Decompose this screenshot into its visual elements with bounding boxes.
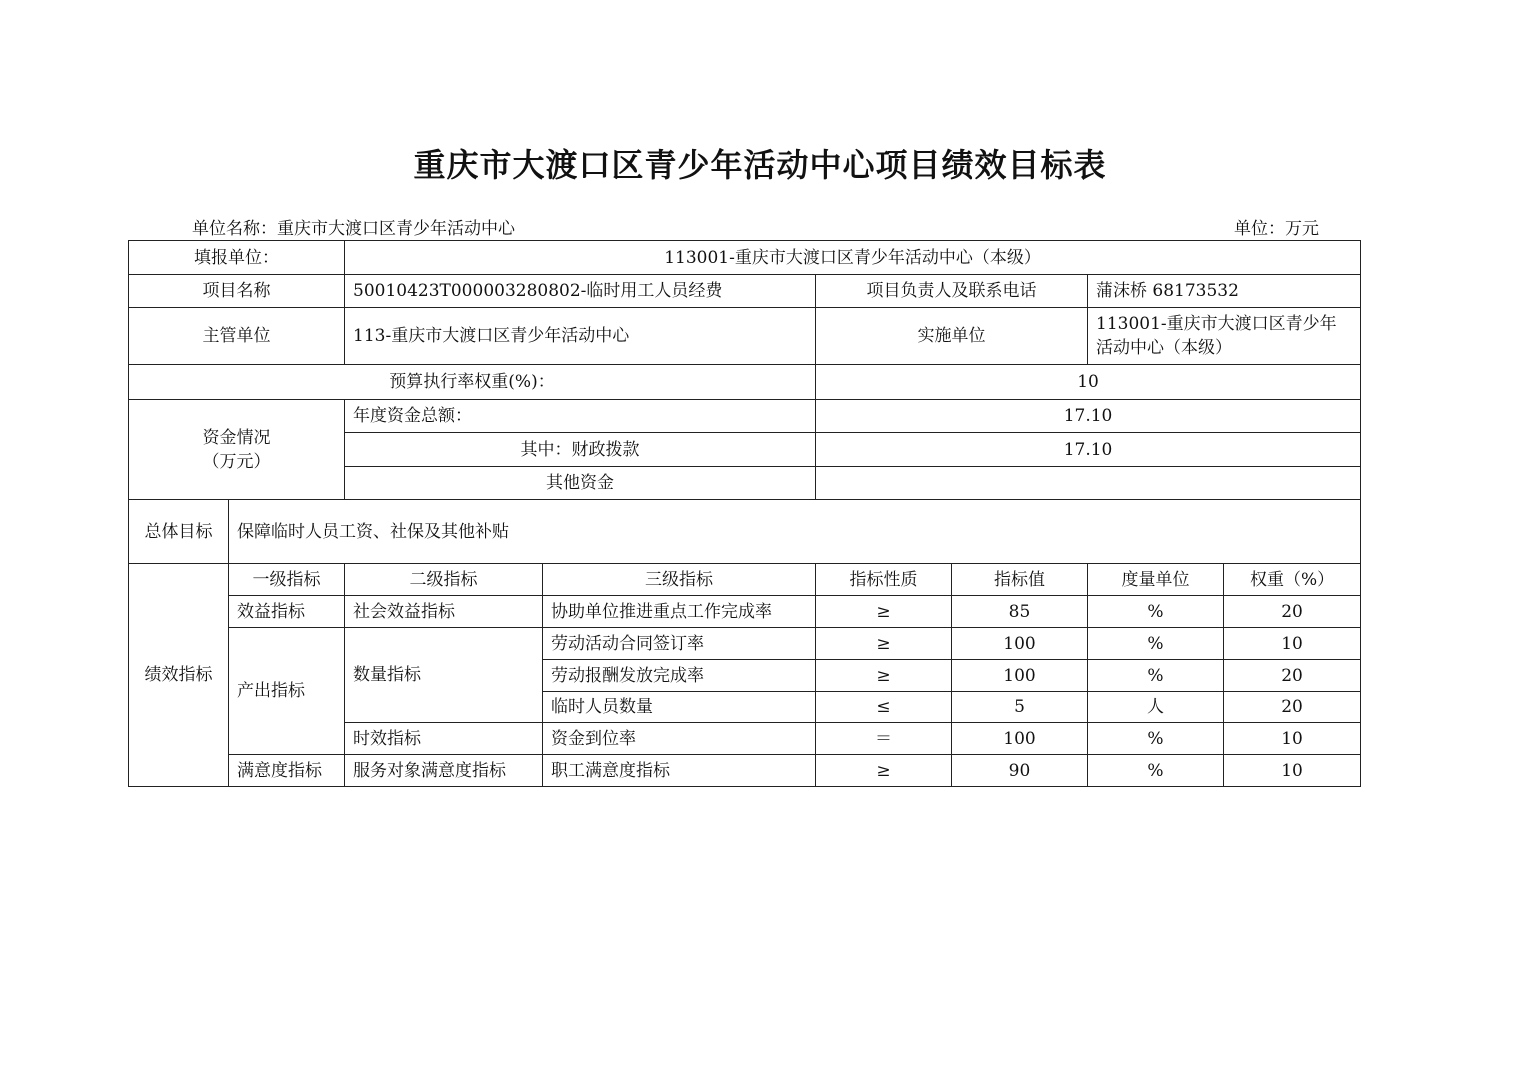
weight-cell: 10 xyxy=(1224,723,1361,755)
funds-other-label: 其他资金 xyxy=(345,467,816,500)
level2-cell: 数量指标 xyxy=(345,628,543,723)
column-header: 三级指标 xyxy=(543,564,816,596)
value-cell: 5 xyxy=(952,692,1088,723)
contact-value: 蒲沫桥 68173532 xyxy=(1088,275,1361,308)
table-row xyxy=(129,275,1361,308)
column-header: 权重（%） xyxy=(1224,564,1361,596)
funds-fiscal-value: 17.10 xyxy=(816,433,1361,467)
contact-label: 项目负责人及联系电话 xyxy=(816,275,1088,308)
nature-cell: ≥ xyxy=(816,596,952,628)
weight-cell: 20 xyxy=(1224,596,1361,628)
level3-cell: 劳动报酬发放完成率 xyxy=(543,660,816,692)
level1-cell: 产出指标 xyxy=(229,628,345,755)
funds-label-line1: 资金情况 xyxy=(202,427,271,448)
currency-unit: 单位：万元 xyxy=(1234,219,1319,239)
unit-name-label: 单位名称： xyxy=(192,219,277,239)
nature-cell: ≤ xyxy=(816,692,952,723)
level2-cell: 时效指标 xyxy=(345,723,543,755)
performance-table xyxy=(128,240,1361,787)
column-header: 度量单位 xyxy=(1088,564,1224,596)
unit-cell: % xyxy=(1088,755,1224,787)
overall-goal-value: 保障临时人员工资、社保及其他补贴 xyxy=(229,500,1361,564)
project-name-value: 50010423T000003280802-临时用工人员经费 xyxy=(345,275,816,308)
unit-name-value: 重庆市大渡口区青少年活动中心 xyxy=(277,219,515,239)
indicator-row xyxy=(129,755,1361,787)
value-cell: 100 xyxy=(952,660,1088,692)
impl-label: 实施单位 xyxy=(816,308,1088,365)
indicator-header-row xyxy=(129,564,1361,596)
fill-unit-label: 填报单位： xyxy=(129,241,345,275)
weight-cell: 20 xyxy=(1224,660,1361,692)
weight-cell: 10 xyxy=(1224,755,1361,787)
unit-cell: 人 xyxy=(1088,692,1224,723)
value-cell: 100 xyxy=(952,628,1088,660)
unit-cell: % xyxy=(1088,660,1224,692)
level3-cell: 临时人员数量 xyxy=(543,692,816,723)
column-header: 二级指标 xyxy=(345,564,543,596)
unit-cell: % xyxy=(1088,596,1224,628)
unit-name-line xyxy=(192,214,515,239)
indicators-section-label: 绩效指标 xyxy=(129,564,229,787)
overall-goal-label: 总体目标 xyxy=(129,500,229,564)
column-header: 指标值 xyxy=(952,564,1088,596)
table-row xyxy=(129,500,1361,564)
indicator-row xyxy=(129,596,1361,628)
table-row xyxy=(129,241,1361,275)
level3-cell: 职工满意度指标 xyxy=(543,755,816,787)
nature-cell: ≥ xyxy=(816,660,952,692)
indicator-row xyxy=(129,628,1361,660)
unit-cell: % xyxy=(1088,628,1224,660)
funds-total-value: 17.10 xyxy=(816,400,1361,433)
nature-cell: ＝ xyxy=(816,723,952,755)
value-cell: 90 xyxy=(952,755,1088,787)
funds-label xyxy=(129,400,345,500)
value-cell: 85 xyxy=(952,596,1088,628)
weight-cell: 20 xyxy=(1224,692,1361,723)
level3-cell: 劳动活动合同签订率 xyxy=(543,628,816,660)
impl-value: 113001-重庆市大渡口区青少年活动中心（本级） xyxy=(1088,308,1361,365)
funds-fiscal-label: 其中：财政拨款 xyxy=(345,433,816,467)
funds-total-label: 年度资金总额： xyxy=(345,400,816,433)
funds-label-line2: （万元） xyxy=(202,451,271,472)
nature-cell: ≥ xyxy=(816,755,952,787)
level1-cell: 满意度指标 xyxy=(229,755,345,787)
table-row xyxy=(129,308,1361,365)
funds-other-value xyxy=(816,467,1361,500)
dept-value: 113-重庆市大渡口区青少年活动中心 xyxy=(345,308,816,365)
fill-unit-value: 113001-重庆市大渡口区青少年活动中心（本级） xyxy=(345,241,1361,275)
level3-cell: 协助单位推进重点工作完成率 xyxy=(543,596,816,628)
value-cell: 100 xyxy=(952,723,1088,755)
nature-cell: ≥ xyxy=(816,628,952,660)
level2-cell: 社会效益指标 xyxy=(345,596,543,628)
budget-rate-value: 10 xyxy=(816,365,1361,400)
level1-cell: 效益指标 xyxy=(229,596,345,628)
table-row xyxy=(129,400,1361,433)
dept-label: 主管单位 xyxy=(129,308,345,365)
budget-rate-label: 预算执行率权重(%)： xyxy=(129,365,816,400)
level2-cell: 服务对象满意度指标 xyxy=(345,755,543,787)
weight-cell: 10 xyxy=(1224,628,1361,660)
unit-cell: % xyxy=(1088,723,1224,755)
page-title: 重庆市大渡口区青少年活动中心项目绩效目标表 xyxy=(413,146,1107,184)
column-header: 一级指标 xyxy=(229,564,345,596)
project-name-label: 项目名称 xyxy=(129,275,345,308)
column-header: 指标性质 xyxy=(816,564,952,596)
level3-cell: 资金到位率 xyxy=(543,723,816,755)
table-row xyxy=(129,365,1361,400)
